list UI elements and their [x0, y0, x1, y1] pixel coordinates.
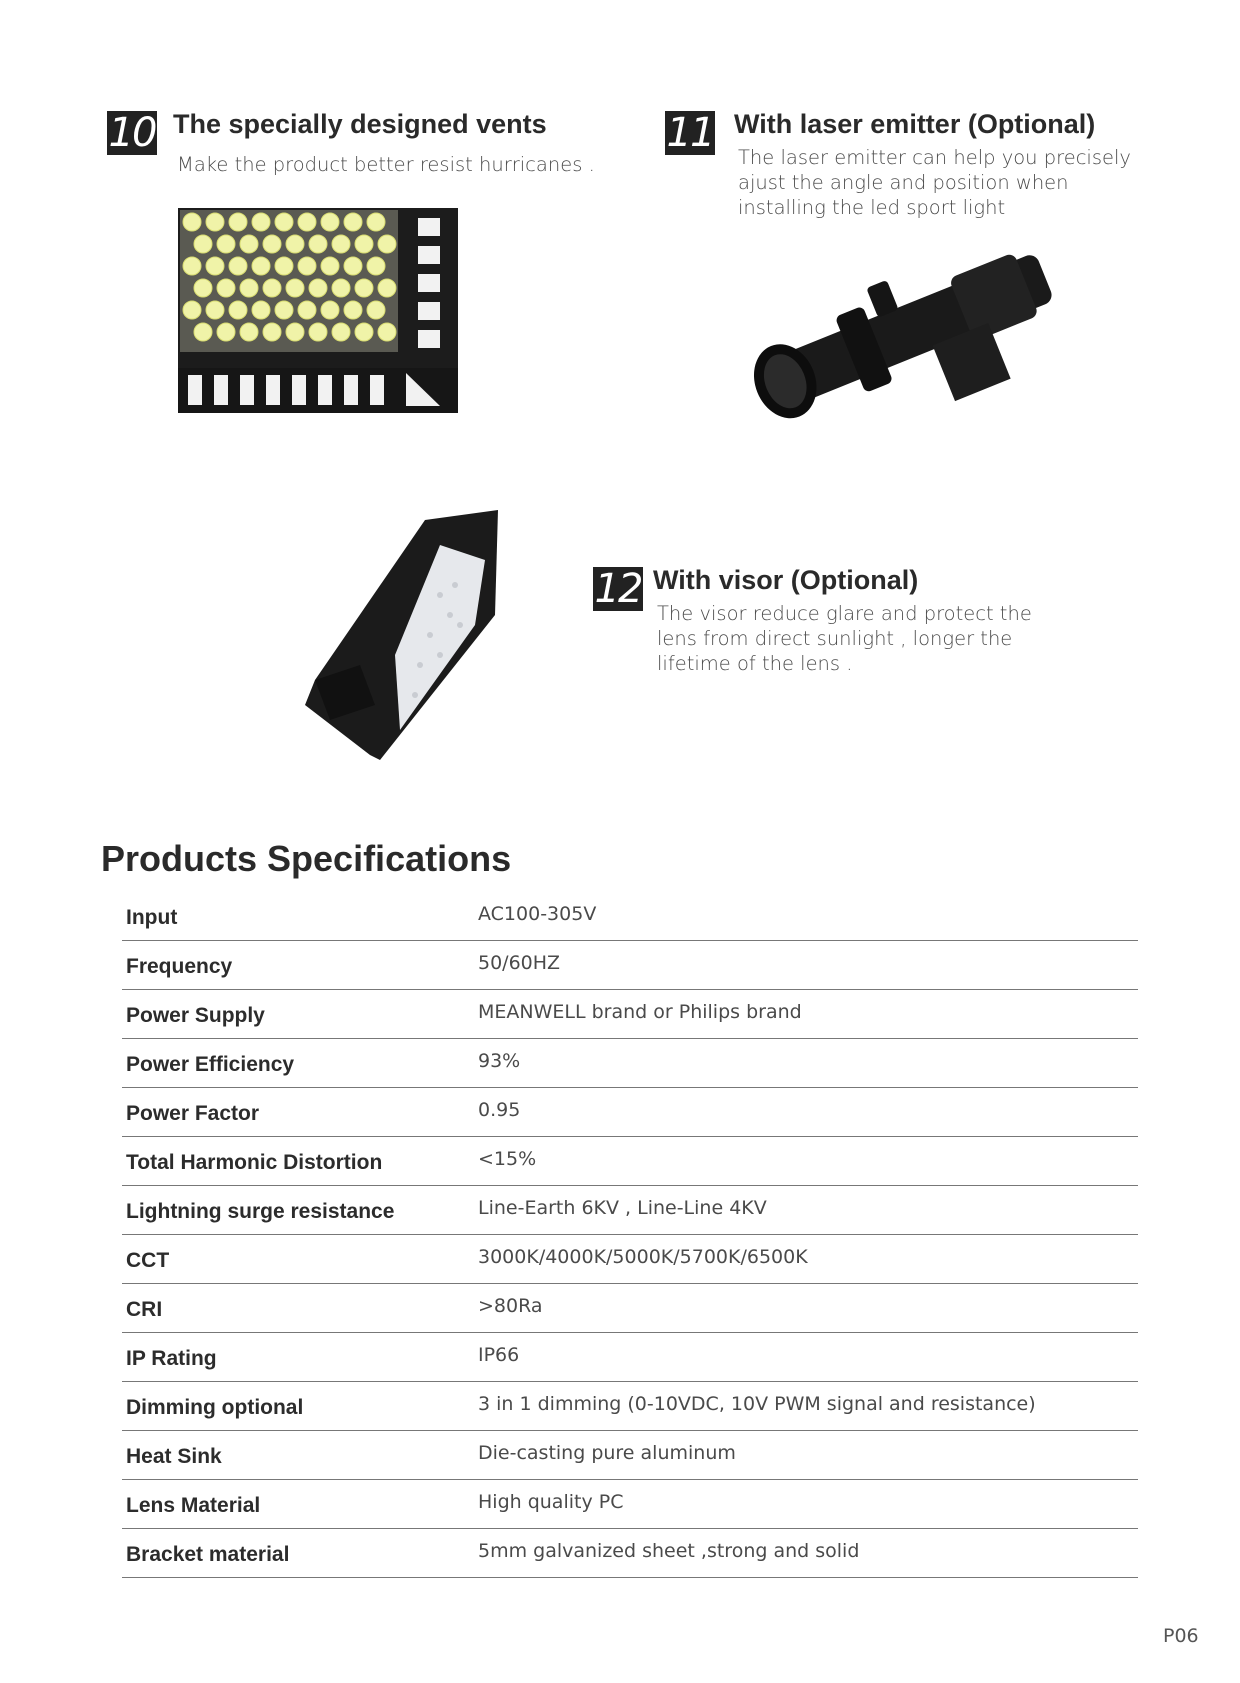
spec-value: <15%	[478, 1148, 537, 1170]
spec-value: 3000K/4000K/5000K/5700K/6500K	[478, 1246, 808, 1268]
spec-row	[122, 892, 1138, 941]
spec-value: IP66	[478, 1344, 520, 1366]
spec-value: Die-casting pure aluminum	[478, 1442, 736, 1464]
spec-row	[122, 1235, 1138, 1284]
spec-value: High quality PC	[478, 1491, 624, 1513]
feature-title: With laser emitter (Optional)	[734, 109, 1096, 139]
spec-label: IP Rating	[126, 1347, 217, 1370]
spec-label: CCT	[126, 1249, 170, 1272]
spec-row	[122, 1431, 1138, 1480]
visor-product-image	[300, 505, 515, 765]
feature-title: The specially designed vents	[173, 109, 547, 139]
spec-row	[122, 1039, 1138, 1088]
spec-label: CRI	[126, 1298, 163, 1321]
feature-number-badge: 12	[594, 566, 642, 612]
spec-label: Bracket material	[126, 1543, 290, 1566]
spec-value: >80Ra	[478, 1295, 543, 1317]
spec-label: Heat Sink	[126, 1445, 222, 1468]
spec-label: Lightning surge resistance	[126, 1200, 395, 1223]
spec-label: Lens Material	[126, 1494, 261, 1517]
spec-label: Frequency	[126, 955, 233, 978]
feature-number-badge: 10	[108, 110, 156, 156]
spec-row	[122, 1137, 1138, 1186]
spec-label: Power Factor	[126, 1102, 260, 1125]
spec-row	[122, 941, 1138, 990]
spec-row	[122, 1088, 1138, 1137]
spec-label: Total Harmonic Distortion	[126, 1151, 383, 1174]
spec-value: 50/60HZ	[478, 952, 561, 974]
spec-row	[122, 1529, 1138, 1578]
spec-row	[122, 990, 1138, 1039]
spec-row	[122, 1480, 1138, 1529]
spec-value: MEANWELL brand or Philips brand	[478, 1001, 802, 1023]
spec-row	[122, 1333, 1138, 1382]
spec-row	[122, 1382, 1138, 1431]
feature-title: With visor (Optional)	[653, 565, 919, 595]
specifications-table	[122, 892, 1138, 1578]
feature-description: The laser emitter can help you precisely ajust the angle and position when installing the led sport light	[738, 146, 1131, 219]
specifications-heading: Products Specifications	[101, 838, 512, 879]
spec-label: Dimming optional	[126, 1396, 304, 1419]
spec-label: Power Efficiency	[126, 1053, 295, 1076]
spec-value: 3 in 1 dimming (0-10VDC, 10V PWM signal and resistance)	[478, 1393, 1036, 1415]
spec-value: Line-Earth 6KV , Line-Line 4KV	[478, 1197, 767, 1219]
feature-number-badge: 11	[666, 110, 714, 156]
spec-row	[122, 1186, 1138, 1235]
spec-value: 5mm galvanized sheet ,strong and solid	[478, 1540, 860, 1562]
feature-description: The visor reduce glare and protect the lens from direct sunlight , longer the lifetime of the lens .	[657, 602, 1032, 675]
page-number: P06	[1163, 1625, 1199, 1647]
spec-label: Power Supply	[126, 1004, 265, 1027]
feature-description: Make the product better resist hurricanes .	[177, 153, 595, 176]
vents-product-image	[178, 208, 463, 413]
spec-value: AC100-305V	[478, 903, 597, 925]
laser-emitter-image	[738, 240, 1068, 435]
spec-value: 93%	[478, 1050, 521, 1072]
spec-value: 0.95	[478, 1099, 521, 1121]
spec-row	[122, 1284, 1138, 1333]
spec-label: Input	[126, 906, 178, 929]
